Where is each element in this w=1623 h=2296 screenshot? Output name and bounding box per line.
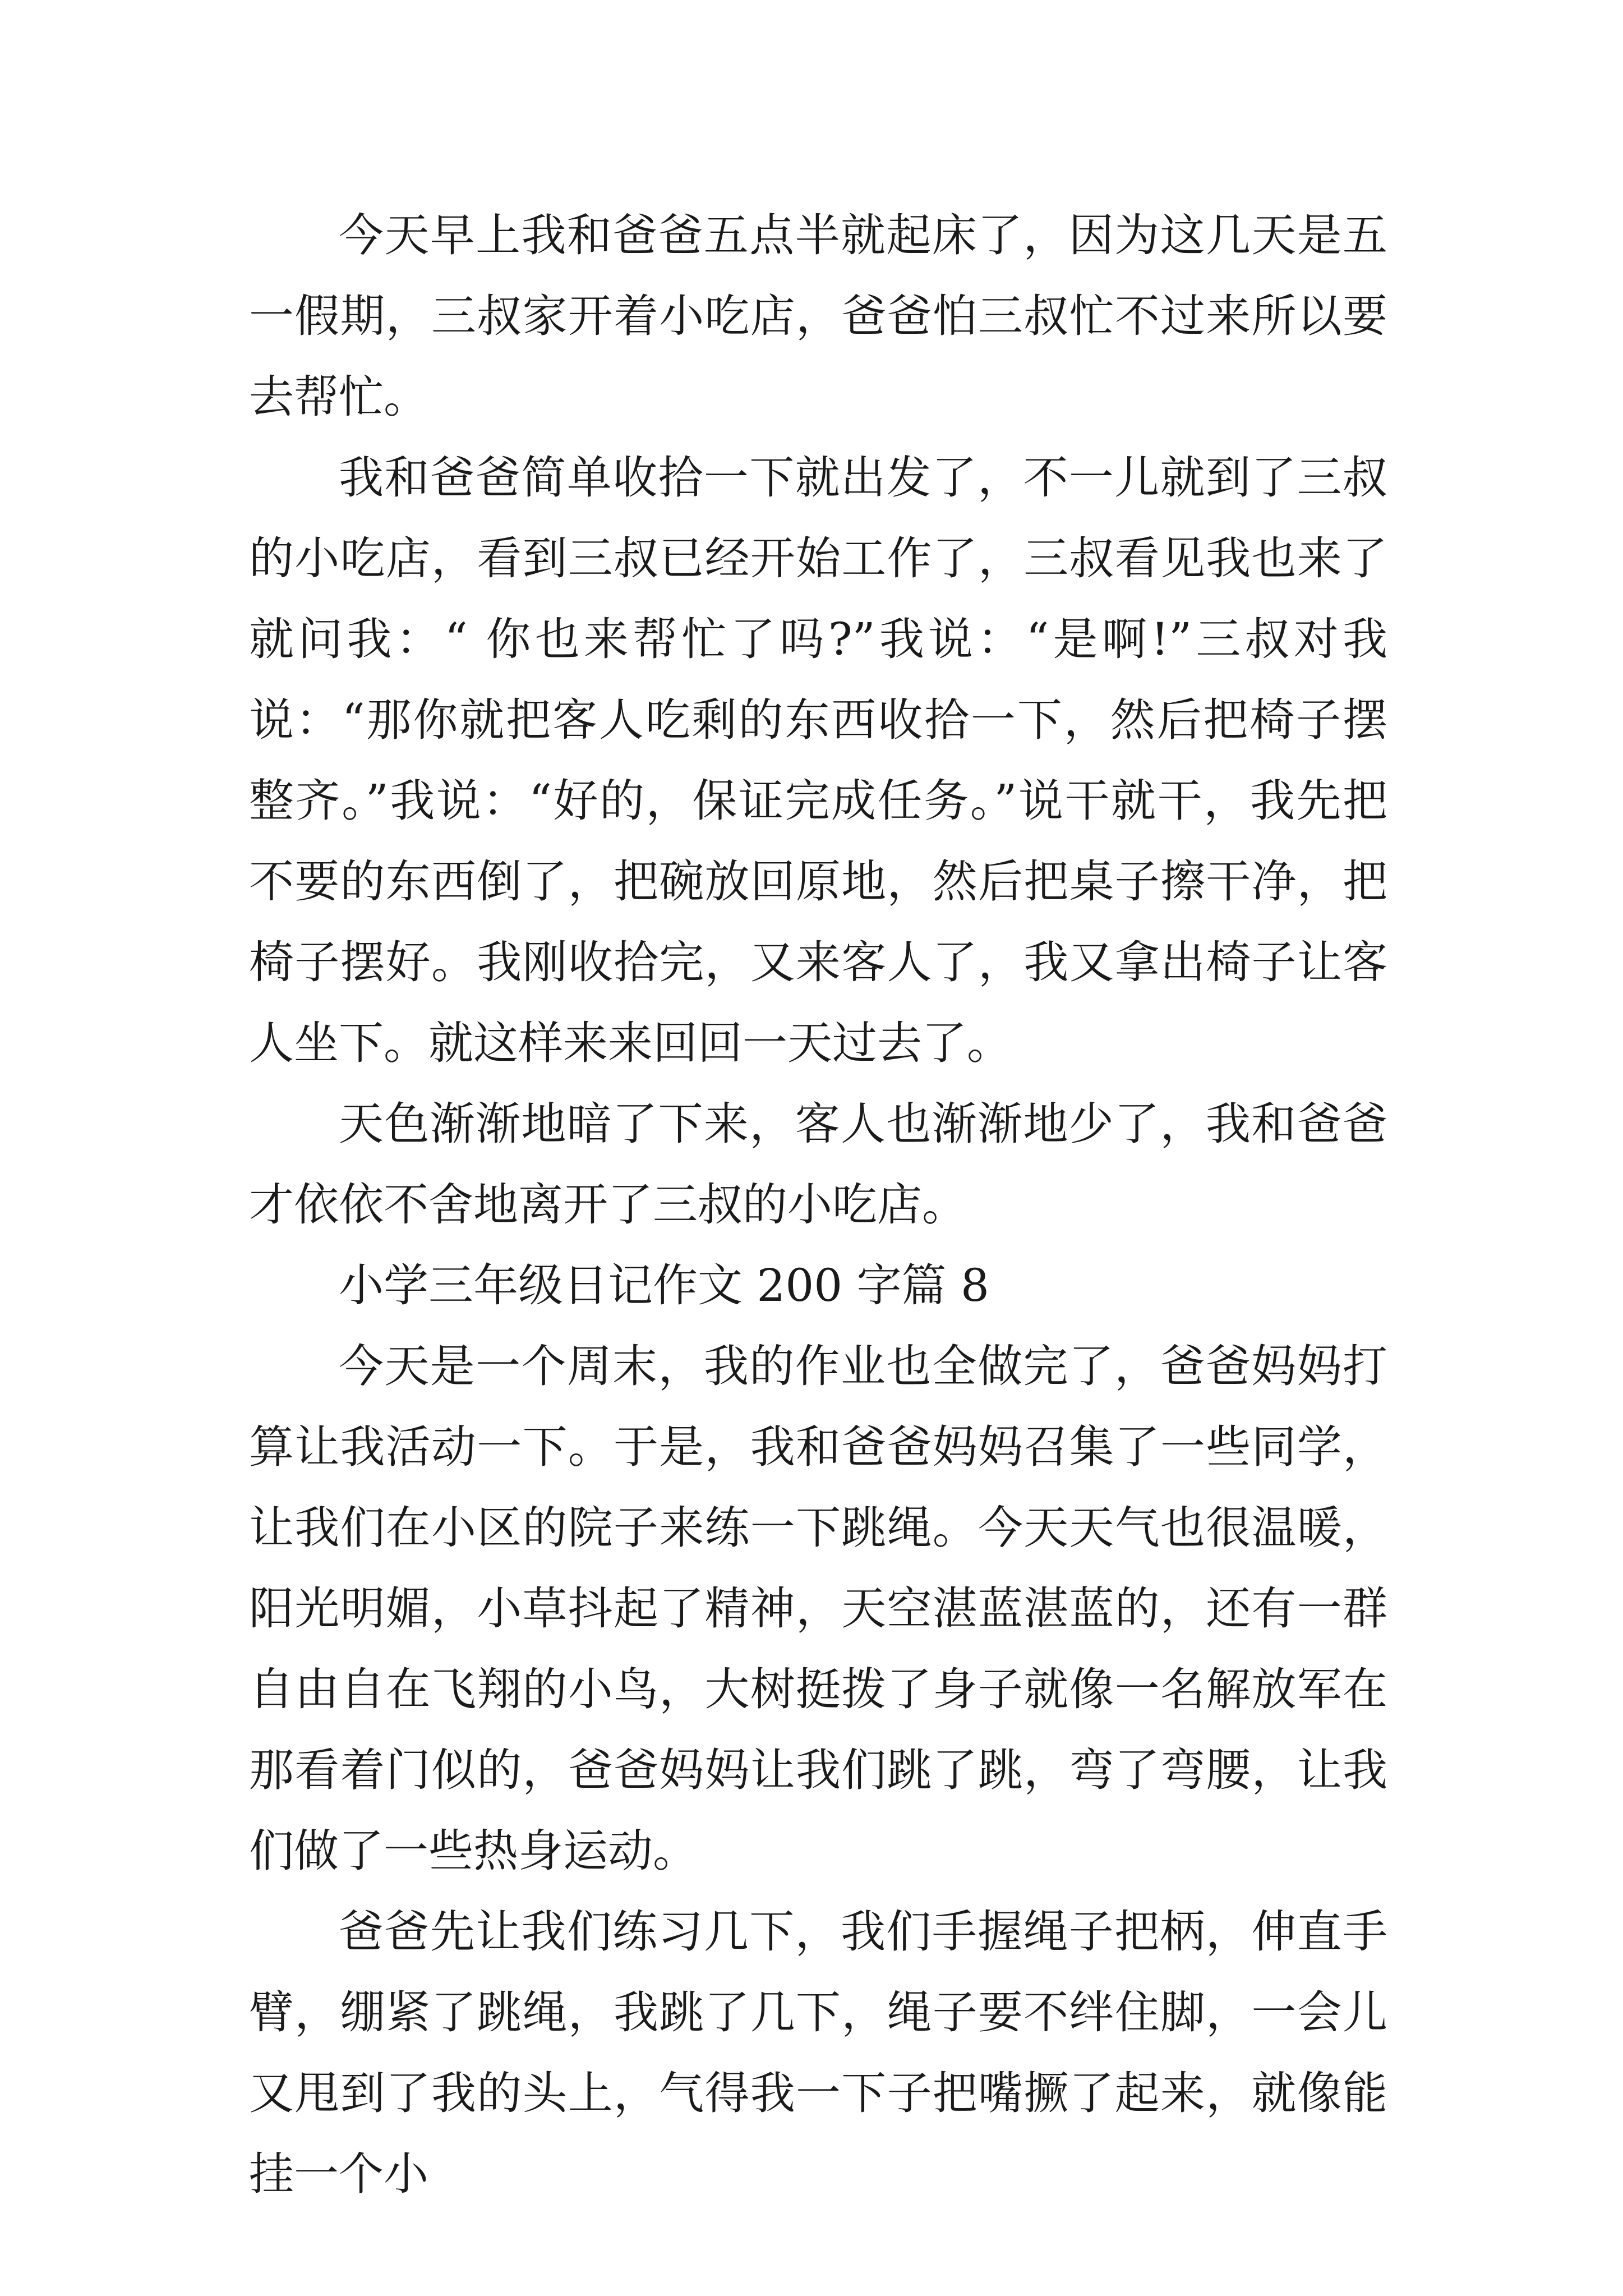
paragraph: 天色渐渐地暗了下来，客人也渐渐地少了，我和爸爸才依依不舍地离开了三叔的小吃店。 [249,1098,1387,1231]
paragraph: 我和爸爸简单收拾一下就出发了，不一儿就到了三叔的小吃店，看到三叔已经开始工作了，三叔看见我也来了就问我：“ 你也来帮忙了吗?”我说：“是啊!”三叔对我说：“那你就把客人吃剩的东西收拾一下，然后把椅子摆整齐。”我说：“好的，保证完成任务。”说干就干，我先把不要的东西倒了，把碗放回原地，然后把桌子擦干净，把椅子摆好。我刚收拾完，又来客人了，我又拿出椅子让客人坐下。就这样来来回回一天过去了。 [249,452,1387,1069]
paragraph: 爸爸先让我们练习几下，我们手握绳子把柄，伸直手臂，绷紧了跳绳，我跳了几下，绳子要不绊住脚，一会儿又甩到了我的头上，气得我一下子把嘴撅了起来，就像能挂一个小 [249,1906,1387,2200]
paragraph: 今天早上我和爸爸五点半就起床了，因为这几天是五一假期，三叔家开着小吃店，爸爸怕三叔忙不过来所以要去帮忙。 [249,209,1387,423]
paragraph: 今天是一个周末，我的作业也全做完了，爸爸妈妈打算让我活动一下。于是，我和爸爸妈妈召集了一些同学，让我们在小区的院子来练一下跳绳。今天天气也很温暖，阳光明媚，小草抖起了精神，天空湛蓝湛蓝的，还有一群自由自在飞翔的小鸟，大树挺拨了身子就像一名解放军在那看着门似的，爸爸妈妈让我们跳了跳，弯了弯腰，让我们做了一些热身运动。 [249,1340,1387,1877]
body-text [249,195,1387,2215]
section-heading: 小学三年级日记作文 200 字篇 8 [339,1259,989,1312]
